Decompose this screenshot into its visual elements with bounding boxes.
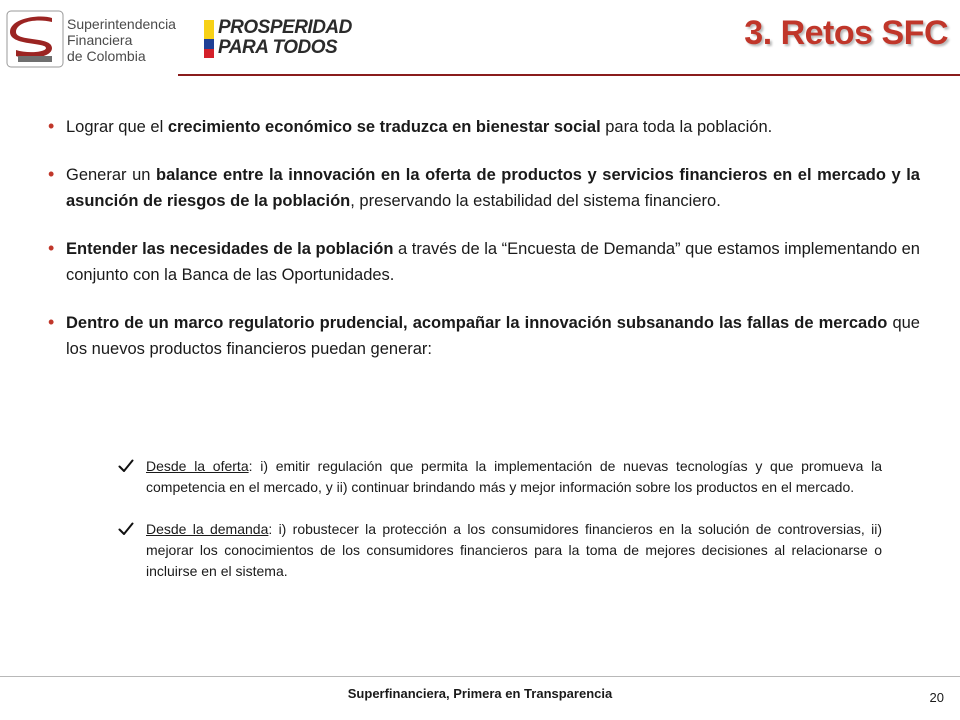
- bullet-text-bold: Entender las necesidades de la población: [66, 240, 394, 258]
- bullet-dot-icon: •: [48, 116, 55, 136]
- bullet-dot-icon: •: [48, 238, 55, 258]
- footer-divider: [0, 676, 960, 677]
- prosperidad-logo-text: PROSPERIDAD PARA TODOS: [218, 17, 352, 58]
- bullet-item: [40, 162, 920, 214]
- bullet-dot-icon: •: [48, 164, 55, 184]
- check-item-text: : i) emitir regulación que permita la implementación de nuevas tecnologías y que promueva la competencia en el mercado, y ii) continuar brindando más y mejor información sobre los productos en el mercado.: [146, 458, 882, 495]
- check-item-label: Desde la demanda: [146, 521, 269, 537]
- colombia-flag-icon: [204, 20, 214, 58]
- bullet-text: que los nuevos productos financieros puedan generar:: [66, 314, 920, 358]
- bullet-item: [40, 310, 920, 362]
- sfc-logo-mark-icon: [6, 10, 64, 68]
- checkmark-icon: [118, 521, 134, 537]
- sfc-logo: [6, 10, 176, 68]
- checkmark-icon: [118, 458, 134, 474]
- slide-title: 3. Retos SFC: [744, 14, 948, 52]
- bullet-text-bold: crecimiento económico se traduzca en bienestar social: [167, 118, 601, 136]
- bullet-text: a través de la “Encuesta de Demanda” que estamos implementando en conjunto con la Banca de las Oportunidades.: [66, 240, 920, 284]
- check-item: [118, 456, 882, 498]
- bullet-text-bold: Dentro de un marco regulatorio prudencial, acompañar la innovación subsanando las fallas de mercado: [66, 314, 888, 332]
- bullet-dot-icon: •: [48, 312, 55, 332]
- bullet-text: para toda la población.: [600, 118, 773, 136]
- prosperidad-logo: [204, 17, 352, 62]
- bullet-item: [40, 114, 920, 140]
- bullet-list: [40, 114, 920, 384]
- check-item-text: : i) robustecer la protección a los consumidores financieros en la solución de controversias, ii) mejorar los conocimientos de los consumidores financieros para la toma de mejores decisiones al relacionarse o incluirse en el sistema.: [146, 521, 882, 579]
- footer-tagline: Superfinanciera, Primera en Transparencia: [347, 686, 613, 701]
- page-number: 20: [929, 690, 944, 705]
- bullet-text: Generar un: [66, 166, 157, 184]
- check-item-label: Desde la oferta: [146, 458, 249, 474]
- check-item: [118, 519, 882, 582]
- bullet-text-bold: balance entre la innovación en la oferta de productos y servicios financieros en el mercado y la asunción de riesgos de la población: [66, 166, 920, 210]
- bullet-text: , preservando la estabilidad del sistema financiero.: [350, 192, 721, 210]
- slide-header: [0, 0, 960, 82]
- check-list: [118, 456, 882, 603]
- bullet-item: [40, 236, 920, 288]
- sfc-logo-text: Superintendencia Financiera de Colombia: [67, 16, 176, 64]
- bullet-text: Lograr que el: [66, 118, 168, 136]
- title-divider: [178, 74, 960, 76]
